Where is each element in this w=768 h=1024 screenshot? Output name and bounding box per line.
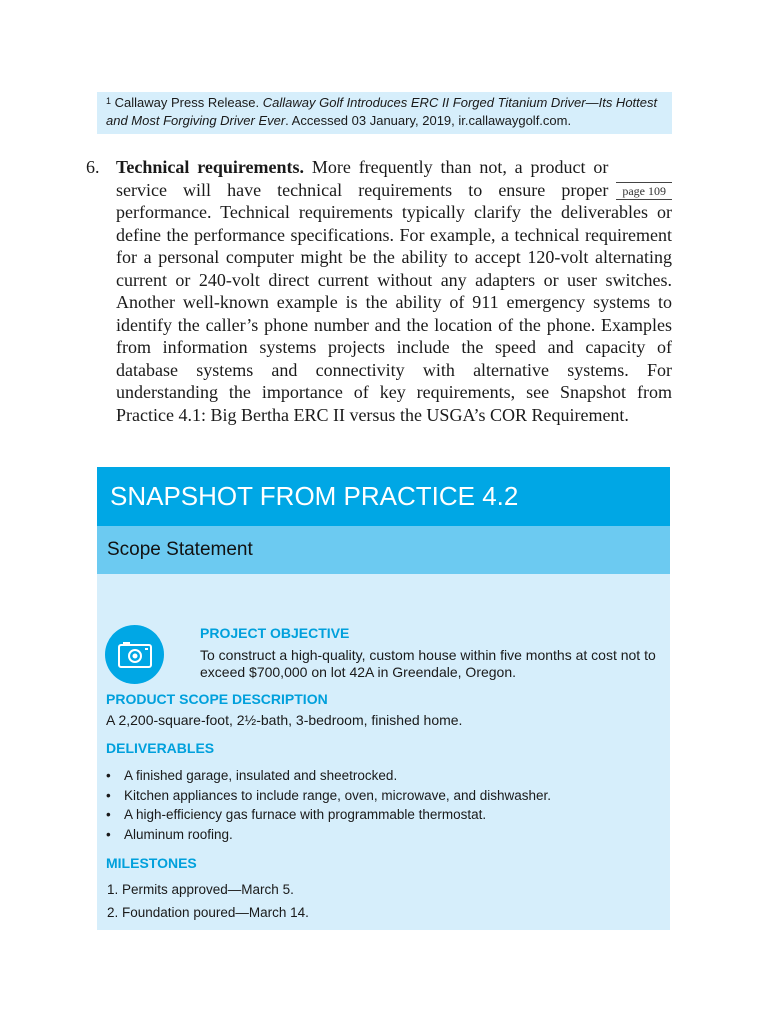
snapshot-subheader: Scope Statement	[97, 526, 670, 574]
milestones-list	[97, 878, 657, 924]
snapshot-header: SNAPSHOT FROM PRACTICE 4.2	[97, 467, 670, 526]
camera-icon	[105, 625, 164, 684]
item-number: 6.	[86, 157, 100, 177]
milestones-title: MILESTONES	[106, 855, 197, 871]
list-item: • A finished garage, insulated and sheetrocked.	[100, 766, 660, 786]
deliverables-list	[100, 766, 660, 844]
snapshot-box	[97, 467, 670, 930]
list-item: • A high-efficiency gas furnace with programmable thermostat.	[100, 805, 660, 825]
item-text: More frequently than not, a product or service will have technical requirements to ensure proper performance. Technical requirements typically clarify the deliverables or define the performance specifications. For example, a technical requirement for a personal computer might be the ability to accept 120-volt alternating current or 240-volt direct current without any adapters or user switches. Another well-known example is the ability of 911 emergency systems to identify the caller’s phone number and the location of the phone. Examples from information systems projects include the speed and capacity of database systems and connectivity with alternative systems. For understanding the importance of key requirements, see Snapshot from Practice 4.1: Big Bertha ERC II versus the USGA’s COR Requirement.	[116, 157, 672, 425]
page-marker: page 109	[616, 182, 672, 200]
footnote-prefix: Callaway Press Release.	[114, 95, 263, 110]
list-item: 2. Foundation poured—March 14.	[107, 905, 309, 920]
list-item: 1. Permits approved—March 5.	[107, 882, 294, 897]
list-item: • Kitchen appliances to include range, oven, microwave, and dishwasher.	[100, 786, 660, 806]
objective-title: PROJECT OBJECTIVE	[200, 625, 350, 641]
requirement-item	[86, 156, 672, 426]
bullet: •	[106, 768, 111, 783]
footnote-number: 1	[106, 96, 112, 106]
footnote	[97, 92, 672, 134]
item-body	[116, 156, 672, 426]
bullet: •	[106, 787, 111, 803]
bullet: •	[106, 826, 111, 842]
footnote-suffix: . Accessed 03 January, 2019, ir.callawaygolf.com.	[285, 113, 572, 128]
deliverables-title: DELIVERABLES	[106, 740, 215, 756]
scope-text: A 2,200-square-foot, 2½-bath, 3-bedroom, finished home.	[106, 712, 463, 728]
footnote-title: Callaway Golf Introduces ERC II Forged Titanium Driver—Its Hottest and Most Forgiving Driver Ever	[106, 95, 658, 128]
item-heading: Technical requirements.	[116, 157, 305, 177]
bullet: •	[106, 807, 111, 822]
scope-title: PRODUCT SCOPE DESCRIPTION	[106, 691, 328, 707]
objective-text: To construct a high-quality, custom house within five months at cost not to exceed $700,000 on lot 42A in Greendale, Oregon.	[200, 647, 656, 680]
list-item: • Aluminum roofing.	[100, 825, 660, 845]
